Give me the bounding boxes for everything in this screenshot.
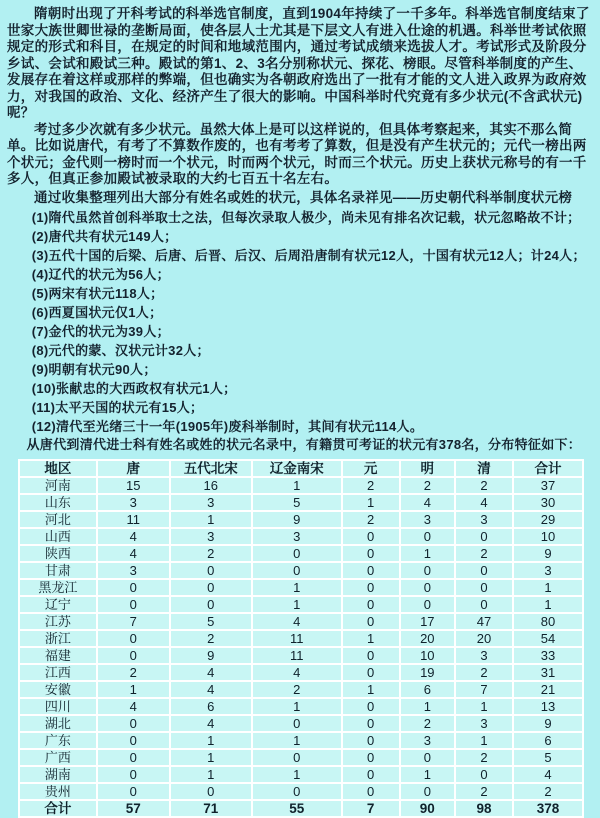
region-cell: 黑龙江 [19, 579, 97, 596]
value-cell: 0 [400, 783, 455, 800]
value-cell: 2 [513, 783, 583, 800]
table-row [19, 681, 583, 698]
value-cell: 0 [170, 783, 252, 800]
value-cell: 0 [97, 732, 170, 749]
value-cell: 0 [400, 596, 455, 613]
value-cell: 11 [252, 630, 342, 647]
value-cell: 0 [97, 579, 170, 596]
column-header: 清 [455, 460, 513, 477]
value-cell: 4 [455, 494, 513, 511]
table-row [19, 545, 583, 562]
value-cell: 5 [252, 494, 342, 511]
region-cell: 湖北 [19, 715, 97, 732]
list-item: (9)明朝有状元90人； [31, 362, 157, 377]
value-cell: 1 [252, 596, 342, 613]
value-cell: 0 [342, 647, 400, 664]
value-cell: 6 [170, 698, 252, 715]
value-cell: 1 [97, 681, 170, 698]
value-cell: 9 [513, 715, 583, 732]
region-cell: 浙江 [19, 630, 97, 647]
list-item: (10)张献忠的大西政权有状元1人； [31, 381, 237, 396]
value-cell: 0 [252, 545, 342, 562]
value-cell: 0 [455, 562, 513, 579]
value-cell: 1 [252, 579, 342, 596]
value-cell: 16 [170, 477, 252, 494]
value-cell: 3 [170, 494, 252, 511]
paragraph-intro: 隋朝时出现了开科考试的科举选官制度，直到1904年持续了一千多年。科举选官制度结束了世家大族世卿世禄的垄断局面，使各层人士尤其是下层文人有进入仕途的机遇。科举世考试依照规定的形式和科目，在规定的时间和地域范围内，通过考试成绩来选拔人才。考试形式及阶段分乡试、会试和殿试三种。殿试的第1、2、3名分别称状元、探花、榜眼。尽管科举制度的产生、发展存在着这样或那样的弊端，但也确实为各朝政府选出了一批有才能的文人进入政界为政府效力，对我国的政治、文化、经济产生了很大的影响。中国科举时代究竟有多少状元(不含武状元)呢？ [7, 6, 590, 120]
paragraph-list-intro: 通过收集整理列出大部分有姓名或姓的状元，具体名录祥见——历史朝代科举制度状元榜 [34, 189, 573, 205]
value-cell: 2 [342, 511, 400, 528]
value-cell: 10 [400, 647, 455, 664]
value-cell: 4 [97, 545, 170, 562]
total-value-cell: 7 [342, 800, 400, 817]
value-cell: 9 [513, 545, 583, 562]
region-cell: 广西 [19, 749, 97, 766]
table-row [19, 511, 583, 528]
value-cell: 9 [170, 647, 252, 664]
region-cell: 辽宁 [19, 596, 97, 613]
value-cell: 1 [170, 732, 252, 749]
value-cell: 4 [513, 766, 583, 783]
value-cell: 0 [97, 596, 170, 613]
value-cell: 2 [455, 783, 513, 800]
value-cell: 0 [342, 749, 400, 766]
value-cell: 29 [513, 511, 583, 528]
value-cell: 3 [400, 732, 455, 749]
value-cell: 2 [342, 477, 400, 494]
value-cell: 1 [513, 596, 583, 613]
value-cell: 2 [455, 749, 513, 766]
region-cell: 四川 [19, 698, 97, 715]
value-cell: 1 [513, 579, 583, 596]
value-cell: 1 [252, 766, 342, 783]
value-cell: 20 [400, 630, 455, 647]
value-cell: 1 [252, 477, 342, 494]
value-cell: 3 [455, 715, 513, 732]
table-row [19, 596, 583, 613]
value-cell: 4 [400, 494, 455, 511]
table-body [19, 477, 583, 817]
value-cell: 1 [400, 698, 455, 715]
table-row [19, 766, 583, 783]
value-cell: 5 [513, 749, 583, 766]
list-item: (8)元代的蒙、汉状元计32人； [31, 343, 210, 358]
value-cell: 0 [342, 613, 400, 630]
region-cell: 福建 [19, 647, 97, 664]
value-cell: 0 [252, 749, 342, 766]
value-cell: 31 [513, 664, 583, 681]
value-cell: 6 [400, 681, 455, 698]
value-cell: 0 [97, 647, 170, 664]
value-cell: 0 [97, 783, 170, 800]
value-cell: 0 [342, 562, 400, 579]
value-cell: 4 [252, 664, 342, 681]
table-row [19, 528, 583, 545]
value-cell: 1 [455, 732, 513, 749]
region-cell: 河北 [19, 511, 97, 528]
value-cell: 1 [455, 698, 513, 715]
table-row [19, 664, 583, 681]
value-cell: 0 [342, 664, 400, 681]
region-cell: 山东 [19, 494, 97, 511]
column-header: 明 [400, 460, 455, 477]
region-cell: 江西 [19, 664, 97, 681]
value-cell: 4 [170, 715, 252, 732]
value-cell: 0 [400, 749, 455, 766]
table-row [19, 749, 583, 766]
value-cell: 7 [97, 613, 170, 630]
column-header: 五代北宋 [170, 460, 252, 477]
value-cell: 3 [400, 511, 455, 528]
total-value-cell: 57 [97, 800, 170, 817]
total-value-cell: 55 [252, 800, 342, 817]
value-cell: 0 [170, 562, 252, 579]
value-cell: 0 [252, 783, 342, 800]
table-header-row [19, 460, 583, 477]
value-cell: 0 [455, 596, 513, 613]
list-item: (1)隋代虽然首创科举取士之法，但每次录取人极少，尚未见有排名次记载，状元忽略故不计； [31, 210, 581, 225]
value-cell: 3 [170, 528, 252, 545]
value-cell: 20 [455, 630, 513, 647]
column-header: 元 [342, 460, 400, 477]
value-cell: 1 [342, 494, 400, 511]
value-cell: 30 [513, 494, 583, 511]
list-item: (2)唐代共有状元149人； [31, 229, 178, 244]
value-cell: 0 [170, 579, 252, 596]
value-cell: 2 [252, 681, 342, 698]
value-cell: 0 [97, 715, 170, 732]
value-cell: 1 [252, 732, 342, 749]
value-cell: 11 [252, 647, 342, 664]
value-cell: 0 [97, 766, 170, 783]
total-value-cell: 378 [513, 800, 583, 817]
value-cell: 17 [400, 613, 455, 630]
table-row [19, 579, 583, 596]
zhuangyuan-distribution-table [18, 459, 584, 818]
value-cell: 0 [342, 732, 400, 749]
value-cell: 15 [97, 477, 170, 494]
region-cell: 江苏 [19, 613, 97, 630]
value-cell: 6 [513, 732, 583, 749]
region-cell: 山西 [19, 528, 97, 545]
list-item: (7)金代的状元为39人； [31, 324, 170, 339]
value-cell: 2 [170, 545, 252, 562]
value-cell: 11 [97, 511, 170, 528]
value-cell: 0 [342, 783, 400, 800]
zhuangyuan-count-list [7, 208, 593, 436]
value-cell: 2 [455, 545, 513, 562]
closing-line: 从唐代到清代进士科有姓名或姓的状元名录中，有籍贯可考证的状元有378名，分布特征如下： [26, 437, 582, 452]
value-cell: 4 [97, 528, 170, 545]
value-cell: 0 [252, 562, 342, 579]
column-header: 唐 [97, 460, 170, 477]
value-cell: 37 [513, 477, 583, 494]
column-header: 辽金南宋 [252, 460, 342, 477]
value-cell: 1 [252, 698, 342, 715]
value-cell: 13 [513, 698, 583, 715]
list-item: (4)辽代的状元为56人； [31, 267, 170, 282]
paragraph-analysis: 考过多少次就有多少状元。虽然大体上是可以这样说的，但具体考察起来，其实不那么简单。比如说唐代，有考了不算数作废的，也有考考了算数，但是没有产生状元的；元代一榜出两个状元；金代则一榜时而一个状元，时而两个状元，时而三个状元。历史上获状元称号的有一千多人，但真正参加殿试被录取的大约七百五十名左右。 [7, 121, 587, 186]
value-cell: 4 [170, 664, 252, 681]
value-cell: 2 [400, 477, 455, 494]
region-cell: 河南 [19, 477, 97, 494]
value-cell: 0 [342, 698, 400, 715]
value-cell: 0 [342, 579, 400, 596]
region-cell: 甘肃 [19, 562, 97, 579]
value-cell: 0 [455, 528, 513, 545]
value-cell: 1 [342, 630, 400, 647]
value-cell: 2 [170, 630, 252, 647]
value-cell: 0 [455, 579, 513, 596]
list-item: (12)清代至光绪三十一年(1905年)废科举制时，其间有状元114人。 [31, 419, 424, 434]
list-item: (5)两宋有状元118人； [31, 286, 164, 301]
value-cell: 0 [170, 596, 252, 613]
value-cell: 9 [252, 511, 342, 528]
value-cell: 0 [342, 545, 400, 562]
table-row [19, 494, 583, 511]
region-cell: 陕西 [19, 545, 97, 562]
value-cell: 1 [400, 545, 455, 562]
value-cell: 5 [170, 613, 252, 630]
value-cell: 3 [455, 647, 513, 664]
table-row [19, 630, 583, 647]
value-cell: 2 [455, 664, 513, 681]
value-cell: 0 [342, 766, 400, 783]
region-cell: 安徽 [19, 681, 97, 698]
total-label-cell: 合计 [19, 800, 97, 817]
value-cell: 2 [455, 477, 513, 494]
value-cell: 0 [97, 630, 170, 647]
value-cell: 3 [252, 528, 342, 545]
total-value-cell: 90 [400, 800, 455, 817]
value-cell: 33 [513, 647, 583, 664]
value-cell: 4 [170, 681, 252, 698]
total-value-cell: 98 [455, 800, 513, 817]
value-cell: 4 [252, 613, 342, 630]
table-row [19, 477, 583, 494]
table-row [19, 647, 583, 664]
value-cell: 2 [400, 715, 455, 732]
table-row [19, 732, 583, 749]
value-cell: 0 [342, 715, 400, 732]
value-cell: 0 [252, 715, 342, 732]
value-cell: 80 [513, 613, 583, 630]
value-cell: 0 [400, 528, 455, 545]
table-row [19, 562, 583, 579]
value-cell: 0 [97, 749, 170, 766]
table-row [19, 715, 583, 732]
value-cell: 0 [455, 766, 513, 783]
region-cell: 湖南 [19, 766, 97, 783]
region-cell: 广东 [19, 732, 97, 749]
table-row [19, 698, 583, 715]
value-cell: 1 [170, 511, 252, 528]
value-cell: 0 [400, 562, 455, 579]
value-cell: 1 [170, 749, 252, 766]
value-cell: 3 [455, 511, 513, 528]
value-cell: 0 [342, 528, 400, 545]
list-item: (6)西夏国状元仅1人； [31, 305, 163, 320]
value-cell: 4 [97, 698, 170, 715]
list-item: (11)太平天国的状元有15人； [31, 400, 204, 415]
table-row [19, 783, 583, 800]
value-cell: 3 [97, 562, 170, 579]
column-header: 地区 [19, 460, 97, 477]
value-cell: 2 [97, 664, 170, 681]
value-cell: 1 [170, 766, 252, 783]
value-cell: 3 [97, 494, 170, 511]
value-cell: 7 [455, 681, 513, 698]
value-cell: 1 [400, 766, 455, 783]
total-value-cell: 71 [170, 800, 252, 817]
header-row [19, 460, 583, 477]
column-header: 合计 [513, 460, 583, 477]
total-row [19, 800, 583, 817]
value-cell: 19 [400, 664, 455, 681]
region-cell: 贵州 [19, 783, 97, 800]
value-cell: 10 [513, 528, 583, 545]
value-cell: 1 [342, 681, 400, 698]
list-item: (3)五代十国的后梁、后唐、后晋、后汉、后周沿唐制有状元12人，十国有状元12人；计24人； [31, 248, 586, 263]
value-cell: 0 [400, 579, 455, 596]
value-cell: 21 [513, 681, 583, 698]
value-cell: 3 [513, 562, 583, 579]
value-cell: 54 [513, 630, 583, 647]
value-cell: 47 [455, 613, 513, 630]
table-row [19, 613, 583, 630]
value-cell: 0 [342, 596, 400, 613]
